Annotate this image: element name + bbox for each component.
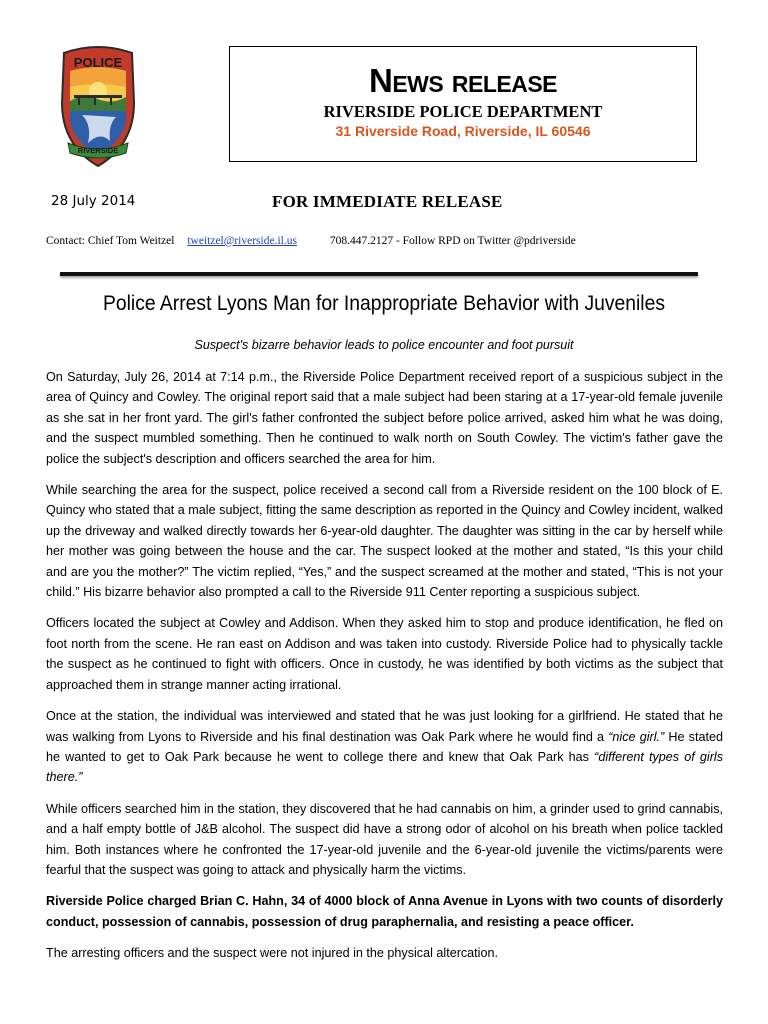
article-subheadline: Suspect's bizarre behavior leads to police encounter and foot pursuit bbox=[194, 338, 574, 352]
logo-text-bottom: RIVERSIDE bbox=[77, 146, 119, 155]
paragraph-7: The arresting officers and the suspect were not injured in the physical altercation. bbox=[46, 946, 498, 961]
paragraph-4 bbox=[46, 706, 723, 788]
contact-phone-twitter: 708.447.2127 - Follow RPD on Twitter @pdriverside bbox=[329, 235, 576, 247]
paragraph-4-part-2: He stated he wanted to get to Oak Park because he went to college there and knew that Oak Park has bbox=[46, 729, 723, 764]
paragraph-3: Officers located the subject at Cowley and Addison. When they asked him to stop and produce identification, he fled on foot north from the scene. He ran east on Addison and was taken into custody. Riverside Police had to physically tackle the suspect as he continued to fight with officers. Once in custody, he was identified by both victims as the subject that approached them in strange manner acting irrational. bbox=[46, 616, 723, 692]
header-divider bbox=[60, 272, 698, 276]
article-headline: Police Arrest Lyons Man for Inappropriate Behavior with Juveniles bbox=[102, 292, 666, 315]
department-address: 31 Riverside Road, Riverside, IL 60546 bbox=[335, 123, 591, 139]
paragraph-1: On Saturday, July 26, 2014 at 7:14 p.m., the Riverside Police Department received report of a suspicious subject in the area of Quincy and Cowley. The original report said that a male subject had been staring at a 17-year-old female juvenile as she sat in her front yard. The girl's father confronted the subject before police arrived, asked him what he was doing, and the suspect mumbled something. Then he continued to walk north on South Cowley. The victim's father gave the police the subject's description and officers searched the area for him. bbox=[46, 370, 723, 466]
quote-nice-girl: “nice girl.” bbox=[608, 729, 665, 744]
charges-paragraph: Riverside Police charged Brian C. Hahn, 34 of 4000 block of Anna Avenue in Lyons with two counts of disorderly conduct, possession of cannabis, possession of drug paraphernalia, and resisting a peace officer. bbox=[46, 894, 723, 929]
release-label: FOR IMMEDIATE RELEASE bbox=[272, 192, 503, 211]
contact-name: Chief Tom Weitzel bbox=[87, 235, 175, 247]
release-date: 28 July 2014 bbox=[51, 193, 136, 209]
article-body bbox=[46, 367, 723, 975]
contact-email-link[interactable]: tweitzel@riverside.il.us bbox=[187, 235, 297, 247]
quote-different-types: “different types of girls there.” bbox=[46, 749, 723, 785]
logo-text-top: POLICE bbox=[73, 55, 123, 70]
paragraph-5: While officers searched him in the station, they discovered that he had cannabis on him, a grinder used to grind cannabis, and a half empty bottle of J&B alcohol. The suspect did have a strong odor of alcohol on his breath when police tackled him. Both instances where he confronted the 17-year-old juvenile and the 6-year-old juvenile the victims/parents were fearful that the suspect was going to attack and physically harm the victims. bbox=[46, 801, 723, 877]
news-release-header bbox=[229, 46, 697, 162]
department-name: RIVERSIDE POLICE DEPARTMENT bbox=[323, 102, 603, 121]
police-badge-logo bbox=[58, 45, 138, 168]
news-release-title: News release bbox=[368, 62, 558, 99]
paragraph-4-part-1: Once at the station, the individual was interviewed and stated that he was just looking for a girlfriend. He stated that he was walking from Lyons to Riverside and his final destination was Oak Park where he would find a bbox=[46, 709, 723, 744]
contact-label: Contact: bbox=[46, 235, 85, 247]
contact-line bbox=[46, 235, 576, 247]
paragraph-2: While searching the area for the suspect, police received a second call from a Riverside resident on the 100 block of E. Quincy who stated that a male subject, fitting the same description as reported in the Quincy and Cowley incident, walked up the driveway and walked directly towards her 6-year-old daughter. The daughter was sitting in the car by herself while her mother was going between the house and the car. The suspect looked at the mother and stated, “Is this your child and are you the mother?” The victim replied, “Yes,” and the suspect screamed at the mother and stated, “This is not your child.” His bizarre behavior also prompted a call to the Riverside 911 Center reporting a suspicious subject. bbox=[46, 483, 723, 600]
